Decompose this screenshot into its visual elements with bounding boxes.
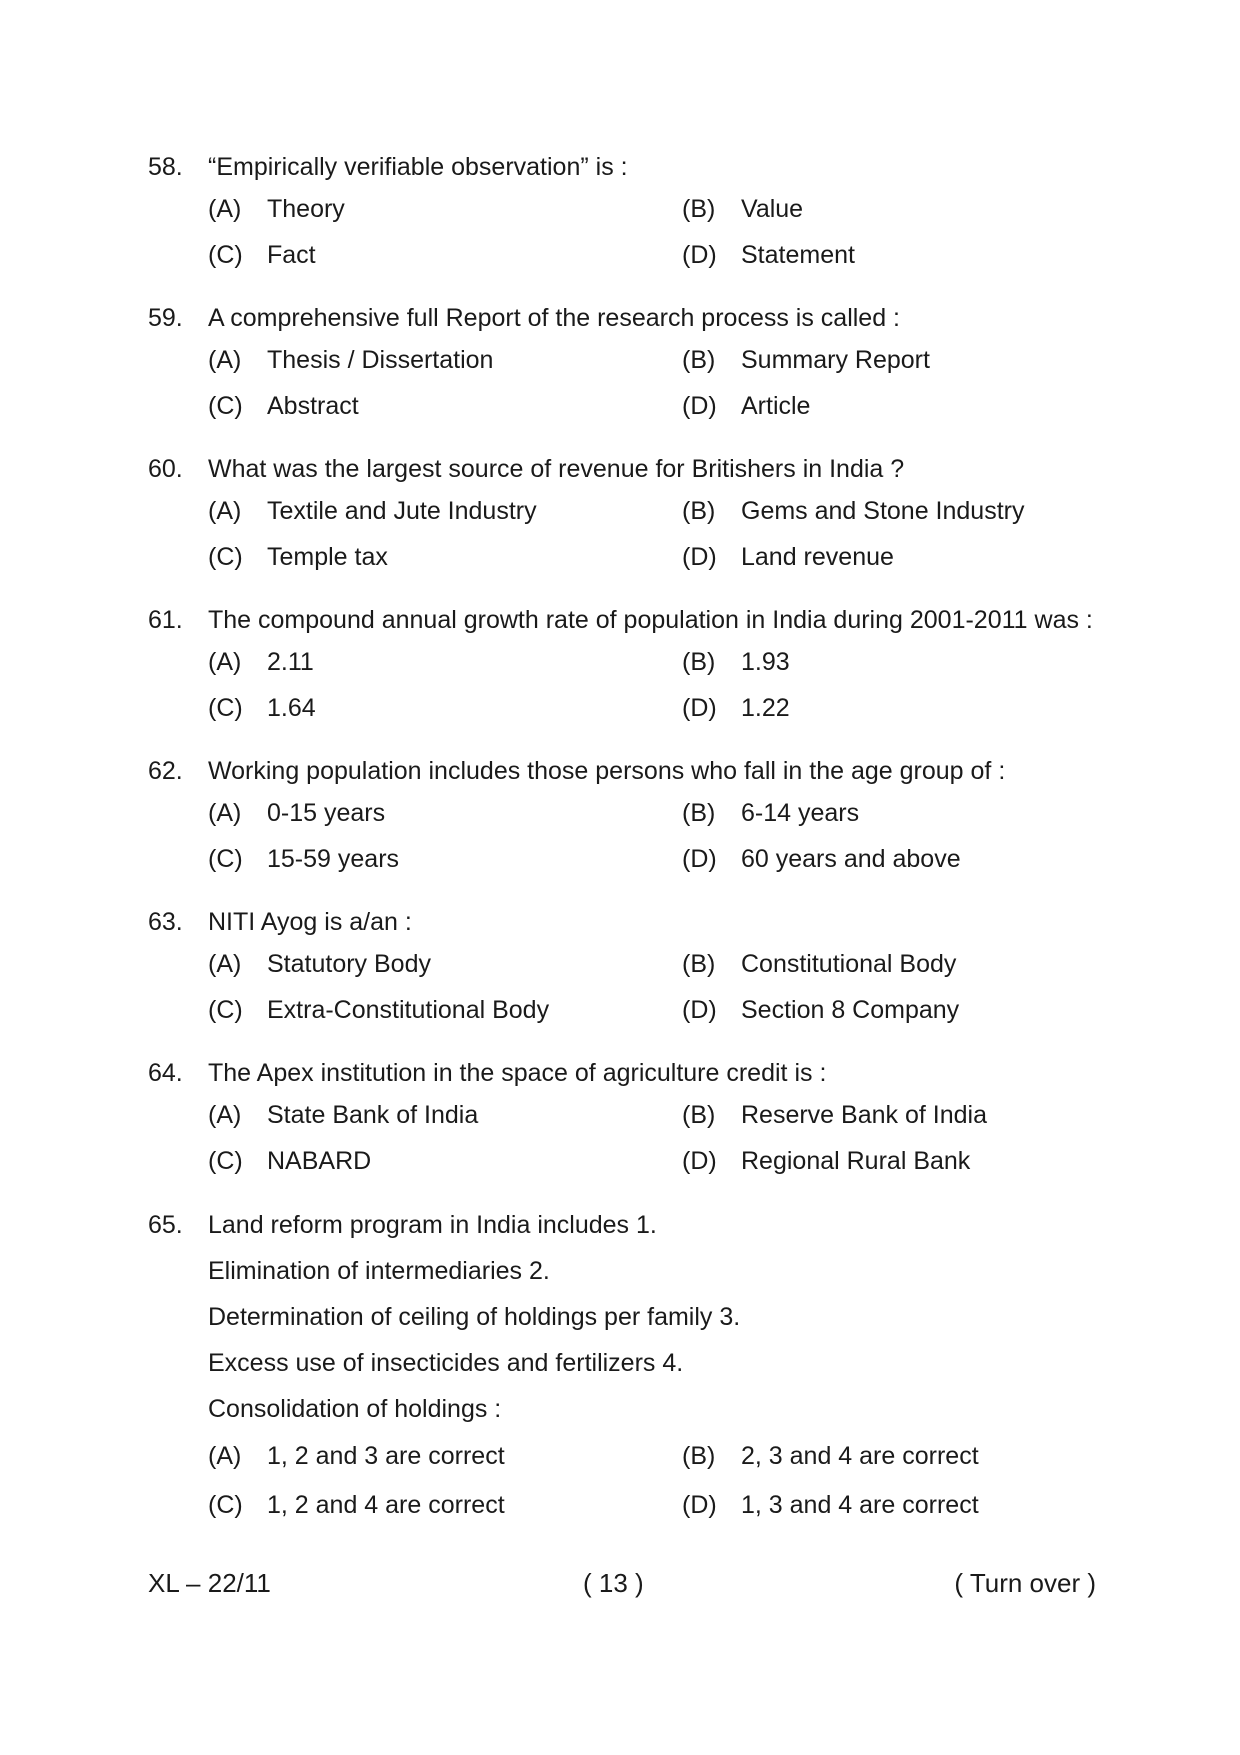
question-text-line: Excess use of insecticides and fertilizers 4. [208,1349,684,1377]
page-footer [148,1566,1096,1600]
question-number: 63. [148,908,183,936]
question-text: A comprehensive full Report of the research process is called : [208,304,901,332]
question-number: 60. [148,455,183,483]
question-64: 64. The Apex institution in the space of agriculture credit is : (A) State Bank of India (B) Reserve Bank of India (C) NABARD (D) Regional Rural Bank [148,1059,987,1175]
question-number: 61. [148,606,183,634]
question-number: 64. [148,1059,183,1087]
question-65: 65. Land reform program in India includes 1. Elimination of intermediaries 2. Determination of ceiling of holdings per family 3. Excess use of insecticides and fertilizers 4. Consolidation of holdings : (A) 1, 2 and 3 are correct (B) 2, 3 and 4 are correct (C) 1, 2 and 4 are correct (D) 1, 3 and 4 are correct [148,1211,979,1519]
question-text: “Empirically verifiable observation” is : [208,153,628,181]
question-text: What was the largest source of revenue for Britishers in India ? [208,455,905,483]
question-60: 60. What was the largest source of revenue for Britishers in India ? (A) Textile and Jute Industry (B) Gems and Stone Industry (C) Temple tax (D) Land revenue [148,455,1025,571]
page-number: ( 13 ) [583,1568,644,1598]
question-62: 62. Working population includes those persons who fall in the age group of : (A) 0-15 years (B) 6-14 years (C) 15-59 years (D) 60 years and above [148,757,1006,873]
question-text-line: Elimination of intermediaries 2. [208,1257,550,1285]
question-text: NITI Ayog is a/an : [208,908,412,936]
question-number: 59. [148,304,183,332]
question-text: Working population includes those persons who fall in the age group of : [208,757,1006,785]
question-text: The compound annual growth rate of population in India during 2001-2011 was : [208,606,1093,634]
question-58: 58. “Empirically verifiable observation” is : (A) Theory (B) Value (C) Fact (D) Statement [148,153,855,269]
question-59: 59. A comprehensive full Report of the research process is called : (A) Thesis / Dissertation (B) Summary Report (C) Abstract (D) Article [148,304,930,420]
exam-code: XL – 22/11 [148,1568,271,1598]
question-text-line: Consolidation of holdings : [208,1395,502,1423]
question-number: 58. [148,153,183,181]
question-text: The Apex institution in the space of agriculture credit is : [208,1059,827,1087]
question-63: 63. NITI Ayog is a/an : (A) Statutory Body (B) Constitutional Body (C) Extra-Constitutional Body (D) Section 8 Company [148,908,960,1024]
question-number: 65. [148,1211,183,1239]
question-61: 61. The compound annual growth rate of population in India during 2001-2011 was : (A) 2.11 (B) 1.93 (C) 1.64 (D) 1.22 [148,606,1093,722]
question-text: Land reform program in India includes 1. [208,1211,657,1239]
question-text-line: Determination of ceiling of holdings per family 3. [208,1303,741,1331]
question-number: 62. [148,757,183,785]
turn-over-label: ( Turn over ) [954,1568,1096,1598]
